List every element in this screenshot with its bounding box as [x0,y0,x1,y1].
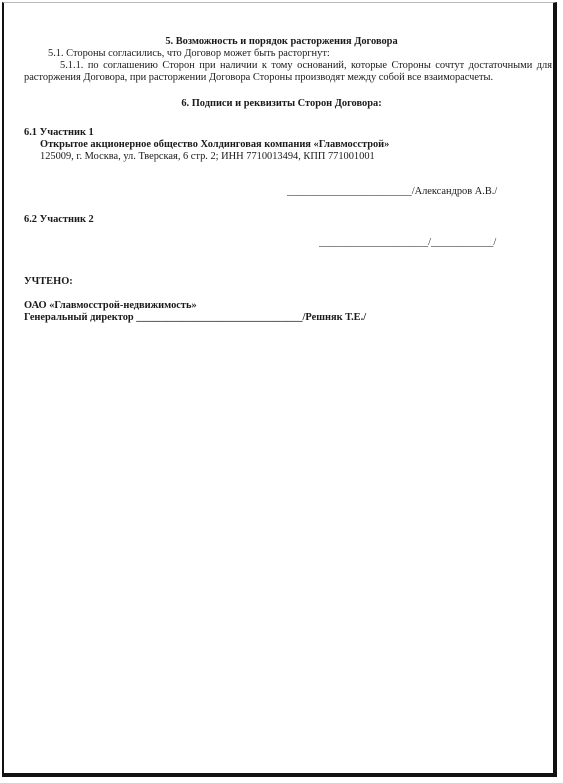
document-page [2,2,557,777]
section-6-title: 6. Подписи и реквизиты Сторон Договора: [181,98,382,109]
party-2-heading: 6.2 Участник 2 [24,214,94,225]
section-5-title: 5. Возможность и порядок расторжения Договора [165,36,398,47]
accounted-label: УЧТЕНО: [24,276,73,287]
section-5-1-1-text: 5.1.1. по соглашению Сторон при наличии к тому оснований, которые Стороны сочтут достаточными для расторжения Договора, при расторжении Договора Стороны производят между собой все взаиморасчеты. [24,60,552,83]
party-1-signature-line: ________________________/Александров А.В./ [287,186,498,197]
section-5-1-text: 5.1. Стороны согласились, что Договор может быть расторгнут: [48,48,330,59]
accounted-signature-line: Генеральный директор ________________________________/Решняк Т.Е./ [24,312,367,323]
party-2-signature-line: _____________________/____________/ [319,237,497,248]
party-1-heading: 6.1 Участник 1 [24,127,94,138]
accounted-company: ОАО «Главмосстрой-недвижимость» [24,300,197,311]
party-1-details: 125009, г. Москва, ул. Тверская, 6 стр. 2; ИНН 7710013494, КПП 771001001 [40,151,375,162]
party-1-company: Открытое акционерное общество Холдинговая компания «Главмосстрой» [40,139,390,150]
